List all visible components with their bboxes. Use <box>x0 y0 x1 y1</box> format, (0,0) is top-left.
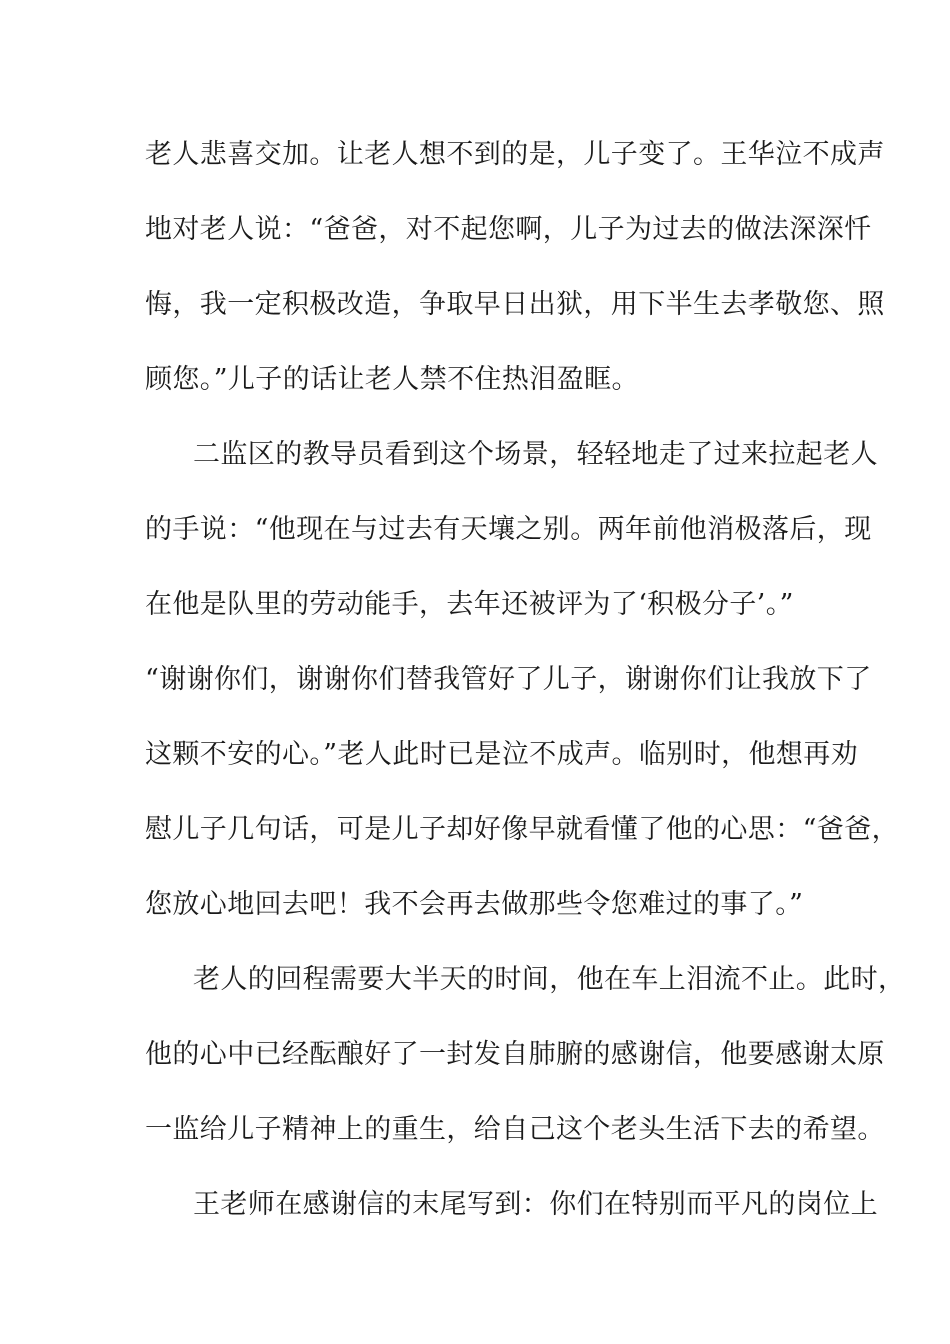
text-line: “谢谢你们，谢谢你们替我管好了儿子，谢谢你们让我放下了 <box>145 664 872 695</box>
text-line: 在他是队里的劳动能手，去年还被评为了‘积极分子’。” <box>145 589 794 620</box>
text-line: 地对老人说：“爸爸，对不起您啊，儿子为过去的做法深深忏 <box>145 214 872 245</box>
text-line: 一监给儿子精神上的重生，给自己这个老头生活下去的希望。 <box>145 1114 885 1145</box>
paragraph-start-line: 王老师在感谢信的末尾写到：你们在特别而平凡的岗位上 <box>193 1189 878 1220</box>
text-line: 慰儿子几句话，可是儿子却好像早就看懂了他的心思：“爸爸， <box>145 814 900 845</box>
text-line: 他的心中已经酝酿好了一封发自肺腑的感谢信，他要感谢太原 <box>145 1039 885 1070</box>
paragraph-start-line: 二监区的教导员看到这个场景，轻轻地走了过来拉起老人 <box>193 439 878 470</box>
text-line: 您放心地回去吧！我不会再去做那些令您难过的事了。” <box>145 889 804 920</box>
text-line: 顾您。”儿子的话让老人禁不住热泪盈眶。 <box>145 364 639 395</box>
text-line: 这颗不安的心。”老人此时已是泣不成声。临别时，他想再劝 <box>145 739 859 770</box>
text-line: 悔，我一定积极改造，争取早日出狱，用下半生去孝敬您、照 <box>145 289 885 320</box>
text-line: 的手说：“他现在与过去有天壤之别。两年前他消极落后，现 <box>145 514 872 545</box>
text-line: 老人悲喜交加。让老人想不到的是，儿子变了。王华泣不成声 <box>145 139 885 170</box>
paragraph-start-line: 老人的回程需要大半天的时间，他在车上泪流不止。此时， <box>193 964 906 995</box>
